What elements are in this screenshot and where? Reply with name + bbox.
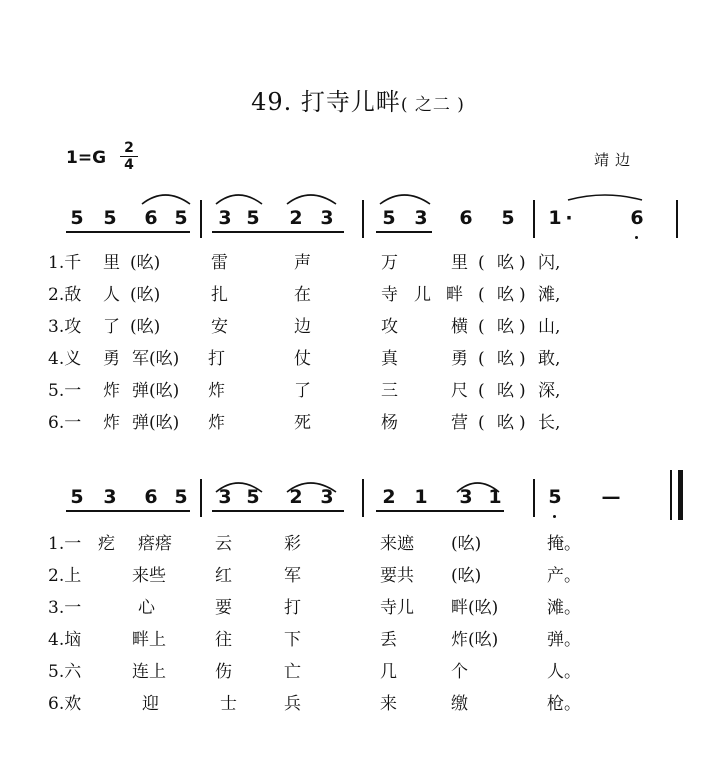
lyric: 彩 — [284, 534, 301, 554]
lyric: 1.一 — [48, 534, 82, 554]
lyric: 安 — [211, 317, 228, 337]
lyric: 勇 — [103, 349, 120, 369]
note: 3 — [218, 486, 232, 508]
lyric: ( — [478, 413, 485, 433]
lyric: 吆 — [497, 349, 514, 369]
lyric: 闪, — [538, 253, 561, 273]
lyric: 军(吆) — [132, 349, 180, 369]
lyric: 弹(吆) — [132, 381, 180, 401]
lyric: 产。 — [547, 566, 581, 586]
lyric: 2.上 — [48, 566, 82, 586]
time-signature-top: 2 — [124, 140, 134, 156]
lyric: 儿 — [414, 285, 431, 305]
lyric: 掩。 — [547, 534, 581, 554]
lyric: 亡 — [284, 662, 301, 682]
dash: — — [601, 486, 621, 508]
lyric: 三 — [381, 381, 398, 401]
note: 3 — [459, 486, 473, 508]
barline — [362, 479, 364, 517]
lyric: 3.一 — [48, 598, 82, 618]
note: 5 — [548, 486, 562, 508]
final-thin-barline — [670, 470, 672, 520]
lyric: 往 — [215, 630, 232, 650]
lyric: 丢 — [380, 630, 397, 650]
lyric: 1.千 — [48, 253, 82, 273]
lyric: 下 — [284, 630, 301, 650]
lyric: (吆) — [130, 285, 161, 305]
lyric: 云 — [215, 534, 232, 554]
lyric: 心 — [138, 598, 155, 618]
lyric: 6.一 — [48, 413, 82, 433]
lyric: 深, — [538, 381, 561, 401]
lyric: ) — [519, 317, 526, 337]
slur — [216, 195, 262, 204]
lyric: 边 — [294, 317, 311, 337]
lyric: 兵 — [284, 694, 301, 714]
lyric: 畔 — [446, 285, 463, 305]
note: 3 — [103, 486, 117, 508]
song-title-main: 49. 打寺儿畔 — [251, 88, 401, 116]
note: 1 — [548, 207, 562, 229]
lyric: 来 — [380, 694, 397, 714]
lyric: 山, — [538, 317, 561, 337]
note: 2 — [289, 486, 303, 508]
lyric: 吆 — [497, 285, 514, 305]
lyric: 长, — [538, 413, 561, 433]
lyric: 里 — [103, 253, 120, 273]
lyric: 5.一 — [48, 381, 82, 401]
eighth-beam — [66, 510, 190, 512]
lyric: 红 — [215, 566, 232, 586]
lyric: 连上 — [132, 662, 166, 682]
note: 2 — [289, 207, 303, 229]
barline — [533, 479, 535, 517]
lyric: 要共 — [380, 566, 414, 586]
note: 5 — [103, 207, 117, 229]
lyric: 4.义 — [48, 349, 82, 369]
lyric: 吆 — [497, 253, 514, 273]
lyric: 炸(吆) — [451, 630, 499, 650]
lyric: 万 — [381, 253, 398, 273]
note: 5 — [382, 207, 396, 229]
lyric: (吆) — [130, 253, 161, 273]
lyric: 炸 — [208, 413, 225, 433]
lyric: 滩。 — [547, 598, 581, 618]
lyric: 里 — [451, 253, 468, 273]
lyric: 杨 — [381, 413, 398, 433]
note: 1 — [488, 486, 502, 508]
lyric: 寺儿 — [380, 598, 414, 618]
lyric: 弹。 — [547, 630, 581, 650]
lyric: ) — [519, 349, 526, 369]
slur — [142, 195, 190, 204]
note: 3 — [218, 207, 232, 229]
time-signature-bottom: 4 — [120, 156, 138, 173]
lyric: 军 — [284, 566, 301, 586]
note: 5 — [246, 207, 260, 229]
note: 3 — [320, 486, 334, 508]
lyric: 营 — [451, 413, 468, 433]
lyric: 来遮 — [380, 534, 414, 554]
lyric: 打 — [284, 598, 301, 618]
lyric: 真 — [381, 349, 398, 369]
note: 5 — [174, 207, 188, 229]
note: 5 — [70, 207, 84, 229]
lyric: (吆) — [130, 317, 161, 337]
lyric: 在 — [294, 285, 311, 305]
note: 3 — [414, 207, 428, 229]
lyric: 3.攻 — [48, 317, 82, 337]
note: 6 — [630, 207, 644, 229]
key-signature: 1=G — [66, 148, 107, 168]
lyric: 敢, — [538, 349, 561, 369]
note: 1 — [414, 486, 428, 508]
note: 2 — [382, 486, 396, 508]
note: 5 — [70, 486, 84, 508]
lyric: 了 — [103, 317, 120, 337]
lyric: 迎 — [142, 694, 159, 714]
lyric: 了 — [294, 381, 311, 401]
song-title-sub: ( 之二 ) — [400, 95, 465, 115]
lyric: 攻 — [381, 317, 398, 337]
lyric: 死 — [294, 413, 311, 433]
lyric: 几 — [380, 662, 397, 682]
lyric: 寺 — [381, 285, 398, 305]
lyric: 5.六 — [48, 662, 82, 682]
lyric: ) — [519, 413, 526, 433]
note: 3 — [320, 207, 334, 229]
note: 6 — [459, 207, 473, 229]
slur — [287, 195, 336, 204]
note: 5 — [501, 207, 515, 229]
barline — [200, 479, 202, 517]
lyric: 炸 — [208, 381, 225, 401]
lyric: (吆) — [451, 566, 482, 586]
lyric: 4.垴 — [48, 630, 82, 650]
lyric: 吆 — [497, 413, 514, 433]
lyric: 畔(吆) — [451, 598, 499, 618]
lyric: ( — [478, 349, 485, 369]
lyric: 尺 — [451, 381, 468, 401]
lyric: 吆 — [497, 317, 514, 337]
lyric: 仗 — [294, 349, 311, 369]
lyric: 来些 — [132, 566, 166, 586]
lyric: 勇 — [451, 349, 468, 369]
lyric: 疙 — [98, 534, 115, 554]
lyric: 个 — [451, 662, 468, 682]
augmentation-dot: · — [565, 207, 573, 229]
note: 5 — [174, 486, 188, 508]
lyric: (吆) — [451, 534, 482, 554]
slur — [380, 195, 430, 204]
lyric: 伤 — [215, 662, 232, 682]
lyric: 雷 — [211, 253, 228, 273]
lyric: ) — [519, 285, 526, 305]
lyric: 要 — [215, 598, 232, 618]
lyric: ( — [478, 317, 485, 337]
low-octave-dot — [553, 515, 556, 518]
eighth-beam — [212, 510, 344, 512]
lyric: 人。 — [547, 662, 581, 682]
lyric: 2.敌 — [48, 285, 82, 305]
lyric: ) — [519, 381, 526, 401]
lyric: ( — [478, 381, 485, 401]
final-thick-barline — [678, 470, 683, 520]
note: 6 — [144, 207, 158, 229]
lyric: ( — [478, 285, 485, 305]
lyric: 枪。 — [547, 694, 581, 714]
lyric: 炸 — [103, 381, 120, 401]
note: 6 — [144, 486, 158, 508]
lyric: 滩, — [538, 285, 561, 305]
lyric: 吆 — [497, 381, 514, 401]
note: 5 — [246, 486, 260, 508]
lyric: 6.欢 — [48, 694, 82, 714]
lyric: 炸 — [103, 413, 120, 433]
lyric: 弹(吆) — [132, 413, 180, 433]
slur — [568, 195, 642, 200]
lyric: 缴 — [451, 694, 468, 714]
lyric: 扎 — [211, 285, 228, 305]
lyric: 士 — [220, 694, 237, 714]
lyric: 畔上 — [132, 630, 166, 650]
lyric: ( — [478, 253, 485, 273]
lyric: 声 — [294, 253, 311, 273]
lyric: 人 — [103, 285, 120, 305]
lyric: 瘩瘩 — [138, 534, 172, 554]
lyric: 打 — [208, 349, 225, 369]
lyric: 横 — [451, 317, 468, 337]
song-origin: 靖边 — [594, 151, 637, 169]
eighth-beam — [376, 510, 504, 512]
lyric: ) — [519, 253, 526, 273]
